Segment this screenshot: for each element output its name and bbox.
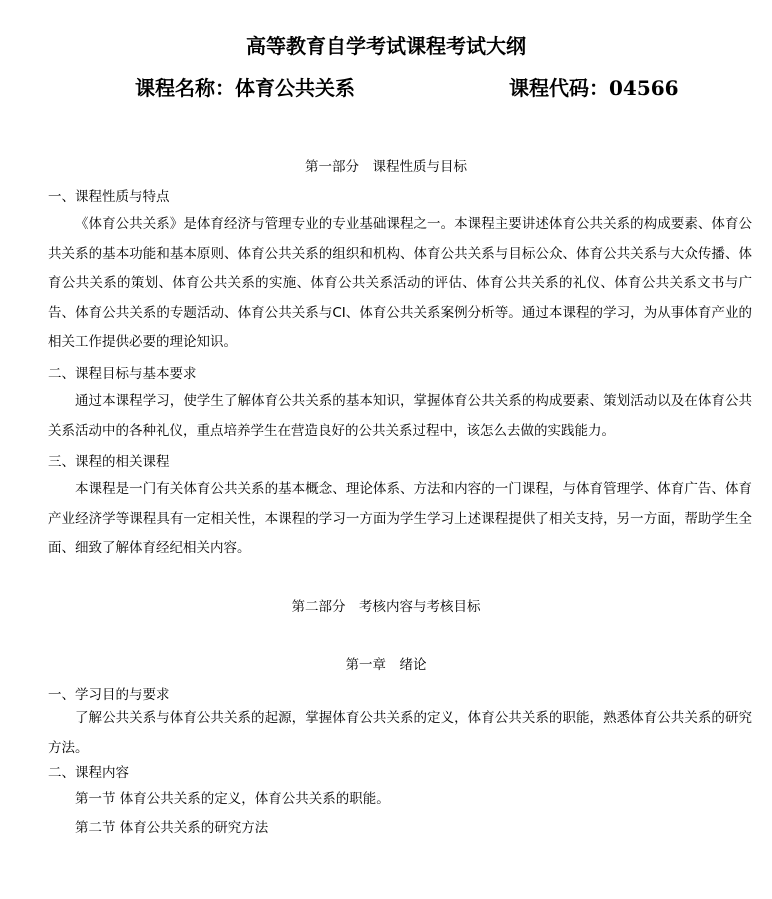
section-heading-purpose: 一、学习目的与要求 [48, 687, 170, 703]
section-heading-related: 三、课程的相关课程 [48, 454, 170, 470]
chapter-one-heading: 第一章 绪论 [345, 657, 427, 673]
section-heading-nature: 一、课程性质与特点 [48, 189, 170, 205]
paragraph-nature: 《体育公共关系》是体育经济与管理专业的专业基础课程之一。本课程主要讲述体育公共关系的构成要素、体育公共关系的基本功能和基本原则、体育公共关系的组织和机构、体育公共关系与目标公众、体育公共关系与大众传播、体育公共关系的策划、体育公共关系的实施、体育公共关系活动的评估、体育公共关系的礼仪、体育公共关系文书与广告、体育公共关系的专题活动、体育公共关系与CI、体育公共关系案例分析等。通过本课程的学习，为从事体育产业的相关工作提供必要的理论知识。 [48, 216, 752, 350]
section-heading-content: 二、课程内容 [48, 765, 129, 781]
section-heading-goals: 二、课程目标与基本要求 [48, 366, 197, 382]
list-item: 第一节 体育公共关系的定义，体育公共关系的职能。 [75, 791, 390, 807]
course-name: 课程名称：体育公共关系 [135, 76, 355, 100]
paragraph-purpose: 了解公共关系与体育公共关系的起源，掌握体育公共关系的定义，体育公共关系的职能，熟悉体育公共关系的研究方法。 [48, 710, 752, 756]
paragraph-related: 本课程是一门有关体育公共关系的基本概念、理论体系、方法和内容的一门课程，与体育管理学、体育广告、体育产业经济学等课程具有一定相关性，本课程的学习一方面为学生学习上述课程提供了相关支持，另一方面，帮助学生全面、细致了解体育经纪相关内容。 [48, 481, 752, 556]
list-item: 第二节 体育公共关系的研究方法 [75, 820, 269, 836]
document-title: 高等教育自学考试课程考试大纲 [246, 34, 526, 58]
course-code: 课程代码：04566 [509, 76, 679, 100]
part-one-heading: 第一部分 课程性质与目标 [305, 159, 467, 175]
part-two-heading: 第二部分 考核内容与考核目标 [291, 599, 481, 615]
paragraph-goals: 通过本课程学习，使学生了解体育公共关系的基本知识，掌握体育公共关系的构成要素、策划活动以及在体育公共关系活动中的各种礼仪，重点培养学生在营造良好的公共关系过程中，该怎么去做的实践能力。 [48, 393, 752, 439]
